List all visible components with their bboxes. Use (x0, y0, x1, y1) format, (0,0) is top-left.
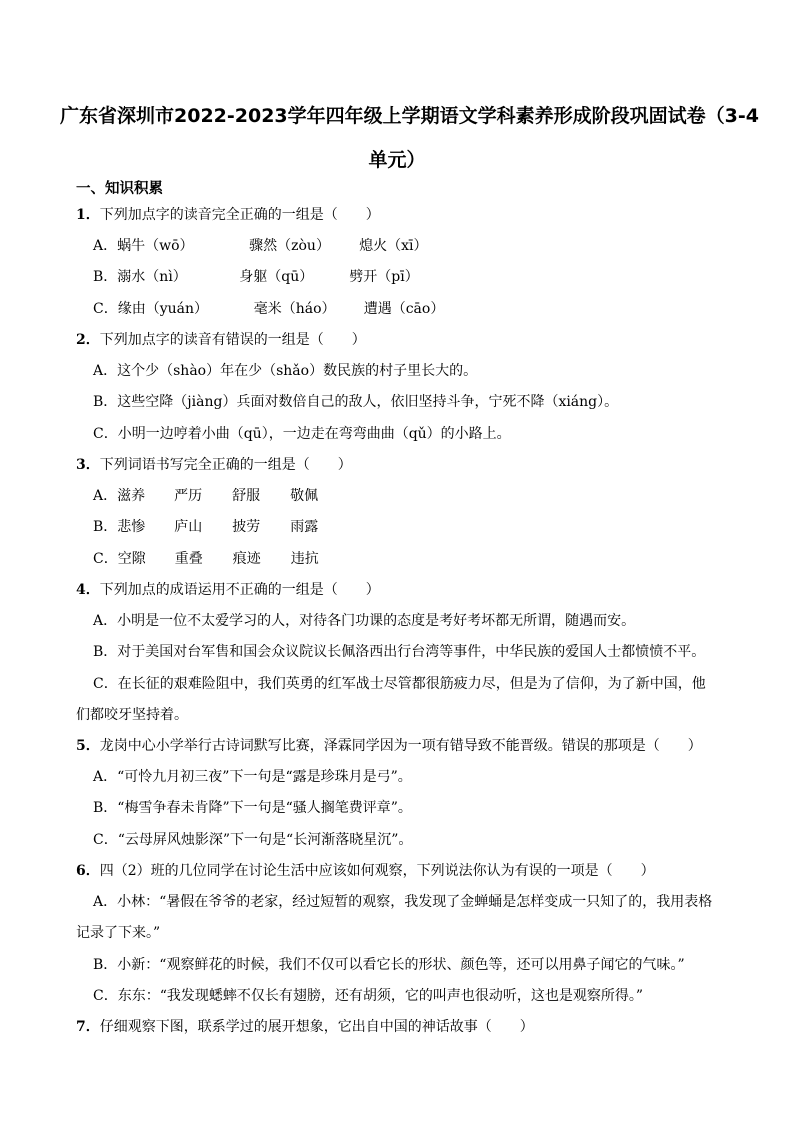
question-2-option-b (93, 392, 618, 412)
option-label: B． (93, 800, 118, 816)
option-label: B． (93, 519, 118, 535)
option-text: 在长征的艰难险阻中，我们英勇的红军战士尽管都很筋疲力尽，但是为了信仰，为了新中国，他 (117, 676, 706, 692)
question-2-option-c (93, 424, 511, 444)
option-text: “云母屏风烛影深”下一句是“长河渐落晓星沉”。 (117, 832, 413, 848)
question-2-option-a (93, 361, 477, 381)
option-text: 这个少（shào）年在少（shǎo）数民族的村子里长大的。 (117, 363, 478, 379)
question-6-option-b (93, 955, 685, 975)
option-label: B． (93, 644, 118, 660)
option-word: 重叠 (174, 551, 203, 567)
question-3 (76, 455, 352, 475)
question-stem: 下列加点的成语运用不正确的一组是（ ） (99, 582, 380, 598)
option-word: 庐山 (174, 519, 203, 535)
exam-title-line-1: 广东省深圳市2022-2023学年四年级上学期语文学科素养形成阶段巩固试卷（3-4 (60, 105, 759, 127)
option-label: B． (93, 957, 118, 973)
question-number: 7． (76, 1019, 100, 1035)
question-3-option-a (93, 486, 318, 506)
option-text: 东东：“我发现蟋蟀不仅长有翅膀，还有胡须，它的叫声也很动听，这也是观察所得。” (117, 988, 644, 1004)
question-number: 3． (76, 457, 100, 473)
option-label: B． (93, 394, 118, 410)
question-number: 2． (76, 332, 100, 348)
option-label: A． (93, 769, 118, 785)
question-1 (76, 205, 380, 225)
option-word: 滋养 (117, 488, 146, 504)
question-5-option-c (93, 830, 412, 850)
option-word: 蜗牛（wō） (117, 238, 194, 254)
question-5-option-a (93, 767, 412, 787)
option-word: 遭遇（cāo） (363, 301, 445, 317)
option-word: 空隙 (117, 551, 146, 567)
question-stem: 四（2）班的几位同学在讨论生活中应该如何观察，下列说法你认为有误的一项是（ ） (99, 863, 655, 879)
option-word: 悲惨 (117, 519, 146, 535)
option-word: 劈开（pī） (349, 269, 419, 285)
option-label: A． (93, 894, 118, 910)
question-4-option-c (93, 674, 706, 694)
question-7 (76, 1017, 534, 1037)
question-2 (76, 330, 366, 350)
question-stem: 下列加点字的读音有错误的一组是（ ） (99, 332, 366, 348)
option-text: 对于美国对台军售和国会众议院议长佩洛西出行台湾等事件，中华民族的爱国人士都愤愤不平。 (117, 644, 706, 660)
question-1-option-b (93, 267, 419, 287)
option-word: 敬佩 (290, 488, 319, 504)
option-label: C． (93, 832, 118, 848)
option-text: 小新：“观察鲜花的时候，我们不仅可以看它长的形状、颜色等，还可以用鼻子闻它的气味。” (117, 957, 685, 973)
question-1-option-a (93, 236, 428, 256)
option-word: 披劳 (232, 519, 261, 535)
option-text: “梅雪争春未肯降”下一句是“骚人搁笔费评章”。 (117, 800, 412, 816)
question-3-option-b (93, 517, 318, 537)
option-label: C． (93, 676, 118, 692)
question-stem: 龙岗中心小学举行古诗词默写比赛，泽霖同学因为一项有错导致不能晋级。错误的那项是（ ） (99, 738, 702, 754)
question-5 (76, 736, 702, 756)
option-word: 熄火（xī） (359, 238, 428, 254)
option-word: 溺水（nì） (117, 269, 187, 285)
option-word: 缘由（yuán） (117, 301, 209, 317)
option-label: C． (93, 426, 118, 442)
option-word: 身躯（qū） (239, 269, 314, 285)
option-text: 小明是一位不太爱学习的人，对待各门功课的态度是考好考坏都无所谓，随遇而安。 (117, 613, 636, 629)
option-label: B． (93, 269, 118, 285)
question-number: 1． (76, 207, 100, 223)
question-number: 5． (76, 738, 100, 754)
option-word: 骤然（zòu） (249, 238, 330, 254)
question-stem: 下列词语书写完全正确的一组是（ ） (99, 457, 352, 473)
question-3-option-c (93, 549, 319, 569)
option-text: 这些空降（jiàng）兵面对数倍自己的敌人，依旧坚持斗争，宁死不降（xiáng）。 (117, 394, 619, 410)
option-word: 舒服 (232, 488, 261, 504)
question-4 (76, 580, 380, 600)
option-text: 小林：“暑假在爷爷的老家，经过短暂的观察，我发现了金蝉蛹是怎样变成一只知了的，我用表格 (117, 894, 713, 910)
question-6-option-a-continuation: 记录了下来。” (76, 925, 161, 941)
question-number: 4． (76, 582, 100, 598)
option-label: A． (93, 488, 118, 504)
question-6-option-c (93, 986, 643, 1006)
option-word: 违抗 (290, 551, 319, 567)
option-text: 小明一边哼着小曲（qū），一边走在弯弯曲曲（qǔ）的小路上。 (117, 426, 511, 442)
question-4-option-c-continuation: 们都咬牙坚持着。 (76, 707, 188, 723)
question-6-option-a (93, 892, 712, 912)
option-label: C． (93, 988, 118, 1004)
option-label: A． (93, 363, 118, 379)
option-label: A． (93, 613, 118, 629)
question-4-option-a (93, 611, 635, 631)
question-number: 6． (76, 863, 100, 879)
option-word: 痕迹 (232, 551, 261, 567)
question-stem: 下列加点字的读音完全正确的一组是（ ） (99, 207, 380, 223)
question-1-option-c (93, 299, 444, 319)
option-label: A． (93, 238, 118, 254)
option-text: “可怜九月初三夜”下一句是“露是珍珠月是弓”。 (117, 769, 412, 785)
question-stem: 仔细观察下图，联系学过的展开想象，它出自中国的神话故事（ ） (99, 1019, 534, 1035)
option-word: 严历 (174, 488, 203, 504)
option-label: C． (93, 551, 118, 567)
section-heading-knowledge: 一、知识积累 (76, 181, 163, 197)
option-word: 毫米（háo） (253, 301, 336, 317)
question-6 (76, 861, 655, 881)
question-4-option-b (93, 642, 705, 662)
option-word: 雨露 (290, 519, 319, 535)
exam-title-line-2: 单元） (368, 149, 426, 171)
option-label: C． (93, 301, 118, 317)
question-5-option-b (93, 798, 412, 818)
